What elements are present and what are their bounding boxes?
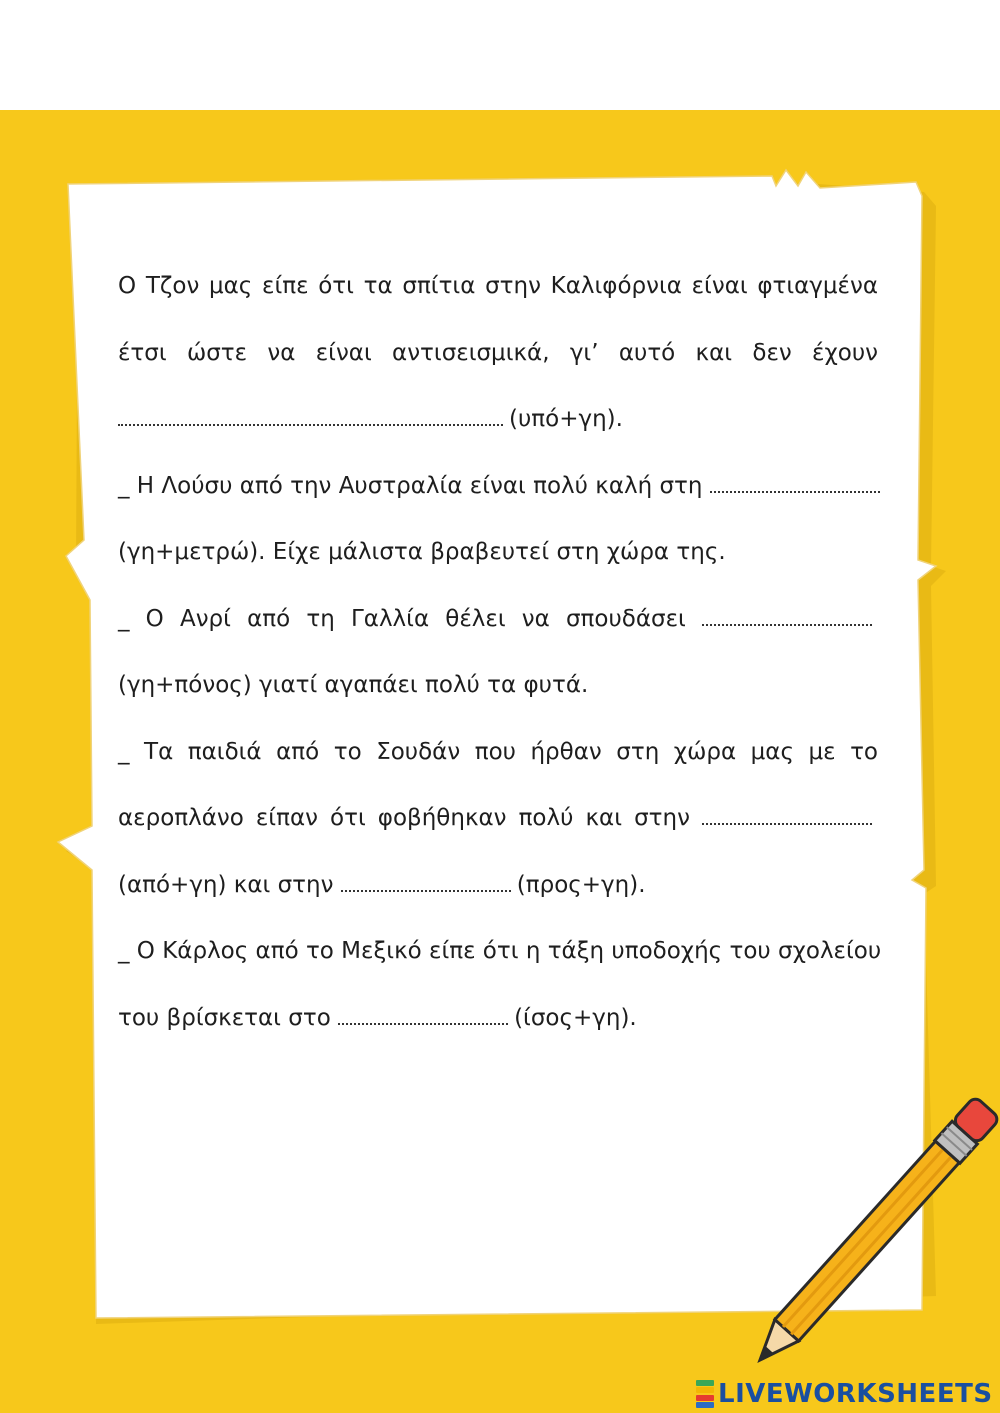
text-line (118, 323, 878, 390)
worksheet-text (118, 256, 882, 1054)
text-line (118, 988, 878, 1055)
text-line (118, 522, 878, 589)
line-text: του βρίσκεται στο (118, 1004, 331, 1031)
answer-blank[interactable] (702, 803, 872, 825)
logo-stripe (696, 1380, 714, 1386)
line-text: _ Ο Ανρί από τη Γαλλία θέλει να σπουδάσει (118, 605, 686, 632)
hint-text: (προς+γη). (516, 871, 646, 898)
answer-blank[interactable] (341, 870, 511, 892)
text-line (118, 389, 878, 456)
answer-blank[interactable] (710, 471, 880, 493)
line-text: _ Τα παιδιά από το Σουδάν που ήρθαν στη χώρα μας με το (118, 738, 878, 765)
text-line (118, 855, 878, 922)
logo-stripe (696, 1402, 714, 1408)
logo-icon (696, 1380, 714, 1408)
text-line (118, 722, 878, 789)
answer-blank[interactable] (702, 604, 872, 626)
line-text: (γη+μετρώ). Είχε μάλιστα βραβευτεί στη χώρα της. (118, 539, 726, 565)
text-line (118, 921, 882, 988)
line-text: (γη+πόνος) γιατί αγαπάει πολύ τα φυτά. (118, 672, 589, 698)
answer-blank[interactable] (118, 404, 503, 426)
text-line (118, 589, 878, 656)
logo-text: LIVEWORKSHEETS (718, 1379, 993, 1409)
hint-text: (ίσος+γη). (514, 1004, 637, 1031)
liveworksheets-logo (696, 1378, 993, 1410)
line-text: Ο Τζον μας είπε ότι τα σπίτια στην Καλιφόρνια είναι φτιαγμένα (118, 273, 878, 299)
line-text: (από+γη) και στην (118, 871, 334, 898)
line-text: έτσι ώστε να είναι αντισεισμικά, γι’ αυτό και δεν έχουν (118, 339, 878, 366)
logo-stripe (696, 1387, 714, 1393)
answer-blank[interactable] (338, 1003, 508, 1025)
line-text: αεροπλάνο είπαν ότι φοβήθηκαν πολύ και στην (118, 805, 690, 831)
text-line (118, 788, 878, 855)
line-text: _ Ο Κάρλος από το Μεξικό είπε ότι η τάξη υποδοχής του σχολείου (118, 938, 882, 964)
line-text: _ Η Λούσυ από την Αυστραλία είναι πολύ καλή στη (118, 472, 703, 499)
text-line (118, 655, 878, 722)
logo-stripe (696, 1395, 714, 1401)
text-line (118, 456, 878, 523)
hint-text: (υπό+γη). (509, 406, 623, 432)
text-line (118, 256, 878, 323)
